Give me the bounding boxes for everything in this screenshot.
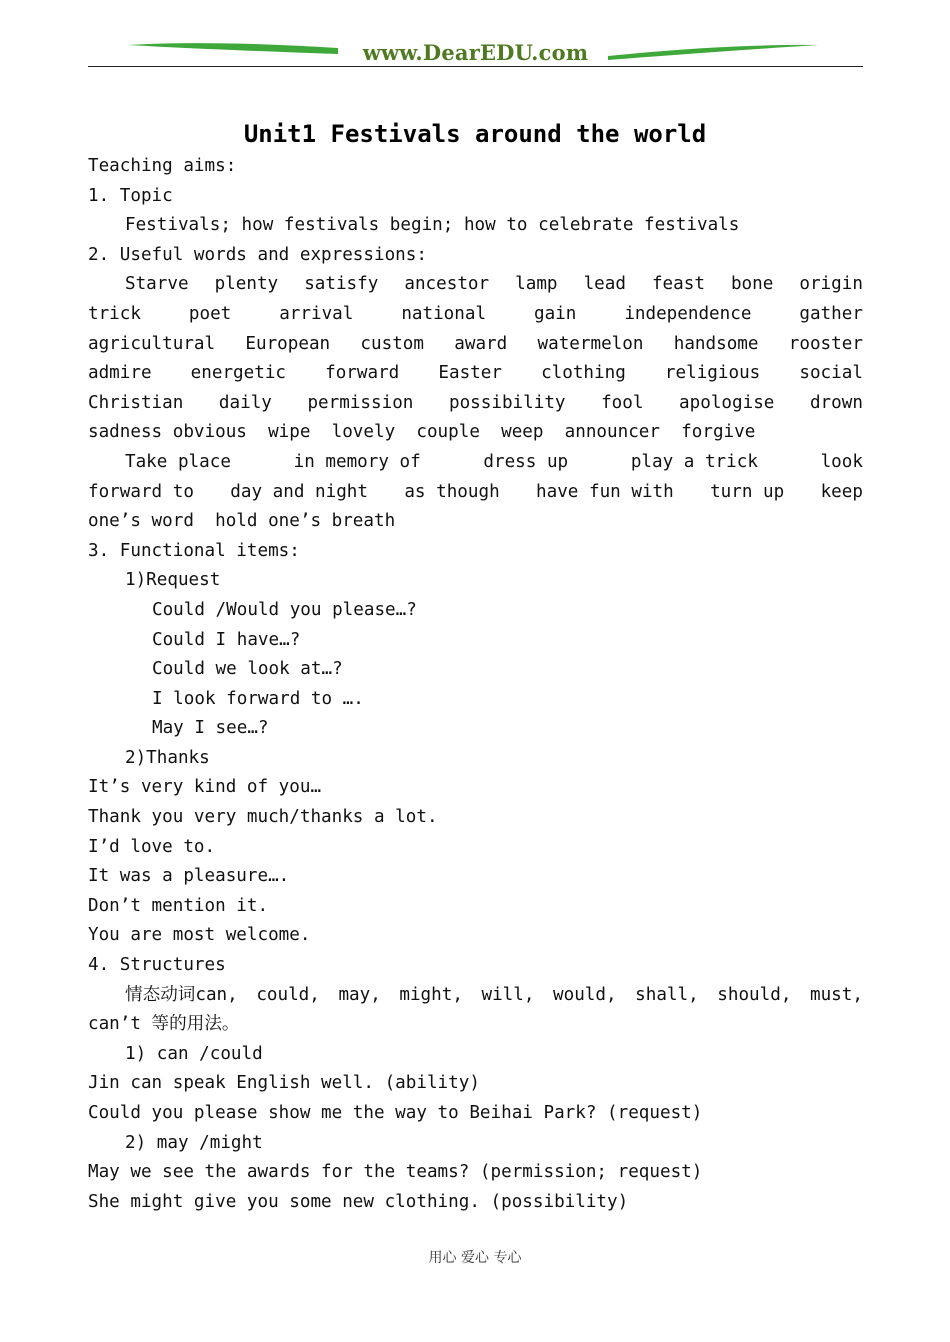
word: drown xyxy=(809,392,863,413)
example-sentence: Could you please show me the way to Beihai Park? (request) xyxy=(88,1103,703,1123)
word: lead xyxy=(583,274,626,295)
example-sentence: She might give you some new clothing. (possibility) xyxy=(88,1191,629,1212)
phrase: look xyxy=(820,451,863,472)
request-item: I look forward to …. xyxy=(152,688,364,709)
thanks-heading: 2)Thanks xyxy=(125,747,210,768)
thanks-item: Don’t mention it. xyxy=(88,895,269,916)
phrase-row xyxy=(88,448,863,478)
structures-intro-cont: can’t 等的用法。 xyxy=(88,1014,240,1035)
document-body xyxy=(88,152,863,1217)
modal-word: 情态动词can, xyxy=(125,984,238,1005)
site-logo[interactable]: www.DearEDU.com xyxy=(362,40,589,65)
request-heading: 1)Request xyxy=(125,570,221,591)
word: forward xyxy=(325,363,400,384)
structures-intro xyxy=(88,981,863,1011)
word: watermelon xyxy=(537,333,644,354)
word: national xyxy=(401,303,487,324)
request-item: Could /Would you please…? xyxy=(152,599,417,620)
word: rooster xyxy=(788,333,863,354)
word: gain xyxy=(534,303,577,324)
modal-word: could, xyxy=(256,984,320,1005)
word: daily xyxy=(218,392,272,413)
words-heading: 2. Useful words and expressions: xyxy=(88,244,427,265)
teaching-aims-heading: Teaching aims: xyxy=(88,156,237,176)
word: Easter xyxy=(438,363,502,384)
word-row: sadness obvious wipe lovely couple weep announcer forgive xyxy=(88,422,756,443)
word-row xyxy=(88,330,863,360)
word: handsome xyxy=(673,333,759,354)
phrase-row: one’s word hold one’s breath xyxy=(88,511,396,532)
word: lamp xyxy=(515,274,558,295)
word: feast xyxy=(651,274,705,295)
word: custom xyxy=(360,333,424,354)
word: trick xyxy=(88,303,141,324)
thanks-item: You are most welcome. xyxy=(88,925,311,946)
word-row xyxy=(88,300,863,330)
word: admire xyxy=(88,363,152,384)
page-title: Unit1 Festivals around the world xyxy=(243,120,707,148)
page-header xyxy=(88,38,863,68)
request-item: May I see…? xyxy=(152,718,269,739)
example-sentence: May we see the awards for the teams? (permission; request) xyxy=(88,1162,703,1183)
word: fool xyxy=(601,392,644,413)
word-row xyxy=(88,270,863,300)
word-row xyxy=(88,389,863,419)
word: energetic xyxy=(190,363,287,384)
phrase: in memory of xyxy=(293,451,421,472)
phrase: have fun with xyxy=(536,481,674,502)
structures-heading: 4. Structures xyxy=(88,955,226,976)
topic-text: Festivals; how festivals begin; how to celebrate festivals xyxy=(125,215,740,236)
word: apologise xyxy=(679,392,775,413)
topic-heading: 1. Topic xyxy=(88,185,173,206)
page-footer: 用心 爱心 专心 xyxy=(428,1250,522,1266)
word: agricultural xyxy=(88,333,216,354)
word: European xyxy=(245,333,331,354)
word: bone xyxy=(730,274,774,295)
word: possibility xyxy=(448,392,566,413)
word: permission xyxy=(307,392,414,413)
word: ancestor xyxy=(404,274,490,295)
phrase-row xyxy=(88,478,863,508)
word: social xyxy=(799,363,863,384)
modal-word: will, xyxy=(481,984,535,1005)
word-row xyxy=(88,359,863,389)
word: poet xyxy=(188,303,232,324)
functional-heading: 3. Functional items: xyxy=(88,540,300,561)
thanks-item: Thank you very much/thanks a lot. xyxy=(88,807,438,828)
word: satisfy xyxy=(304,274,379,295)
modal-word: may, xyxy=(338,984,381,1005)
word: clothing xyxy=(541,363,626,384)
word: arrival xyxy=(279,303,354,324)
phrase: turn up xyxy=(710,481,785,502)
phrase: keep xyxy=(820,481,863,502)
word: gather xyxy=(799,303,863,324)
phrase: Take place xyxy=(125,451,231,472)
request-item: Could we look at…? xyxy=(152,659,343,680)
thanks-item: I’d love to. xyxy=(88,836,216,857)
left-swoosh xyxy=(128,43,338,54)
word: Starve xyxy=(125,274,189,295)
word: award xyxy=(454,333,508,354)
thanks-item: It’s very kind of you… xyxy=(88,777,322,798)
right-swoosh xyxy=(608,45,818,60)
example-sentence: Jin can speak English well. (ability) xyxy=(88,1073,480,1094)
phrase: forward to xyxy=(88,481,194,502)
word: plenty xyxy=(214,274,279,295)
word: religious xyxy=(664,363,761,384)
may-heading: 2) may /might xyxy=(125,1132,263,1153)
phrase: play a trick xyxy=(630,451,758,472)
modal-word: should, xyxy=(717,984,792,1005)
modal-word: must, xyxy=(810,984,863,1005)
phrase: dress up xyxy=(483,451,569,472)
modal-word: would, xyxy=(553,984,617,1005)
word: Christian xyxy=(88,392,184,413)
modal-word: shall, xyxy=(635,984,699,1005)
can-heading: 1) can /could xyxy=(125,1043,263,1064)
phrase: as though xyxy=(404,481,500,502)
phrase: day and night xyxy=(230,481,368,502)
word: origin xyxy=(799,274,863,295)
header-rule xyxy=(88,66,863,67)
modal-word: might, xyxy=(399,984,463,1005)
word: independence xyxy=(624,303,752,324)
request-item: Could I have…? xyxy=(152,629,301,650)
thanks-item: It was a pleasure…. xyxy=(88,866,290,887)
